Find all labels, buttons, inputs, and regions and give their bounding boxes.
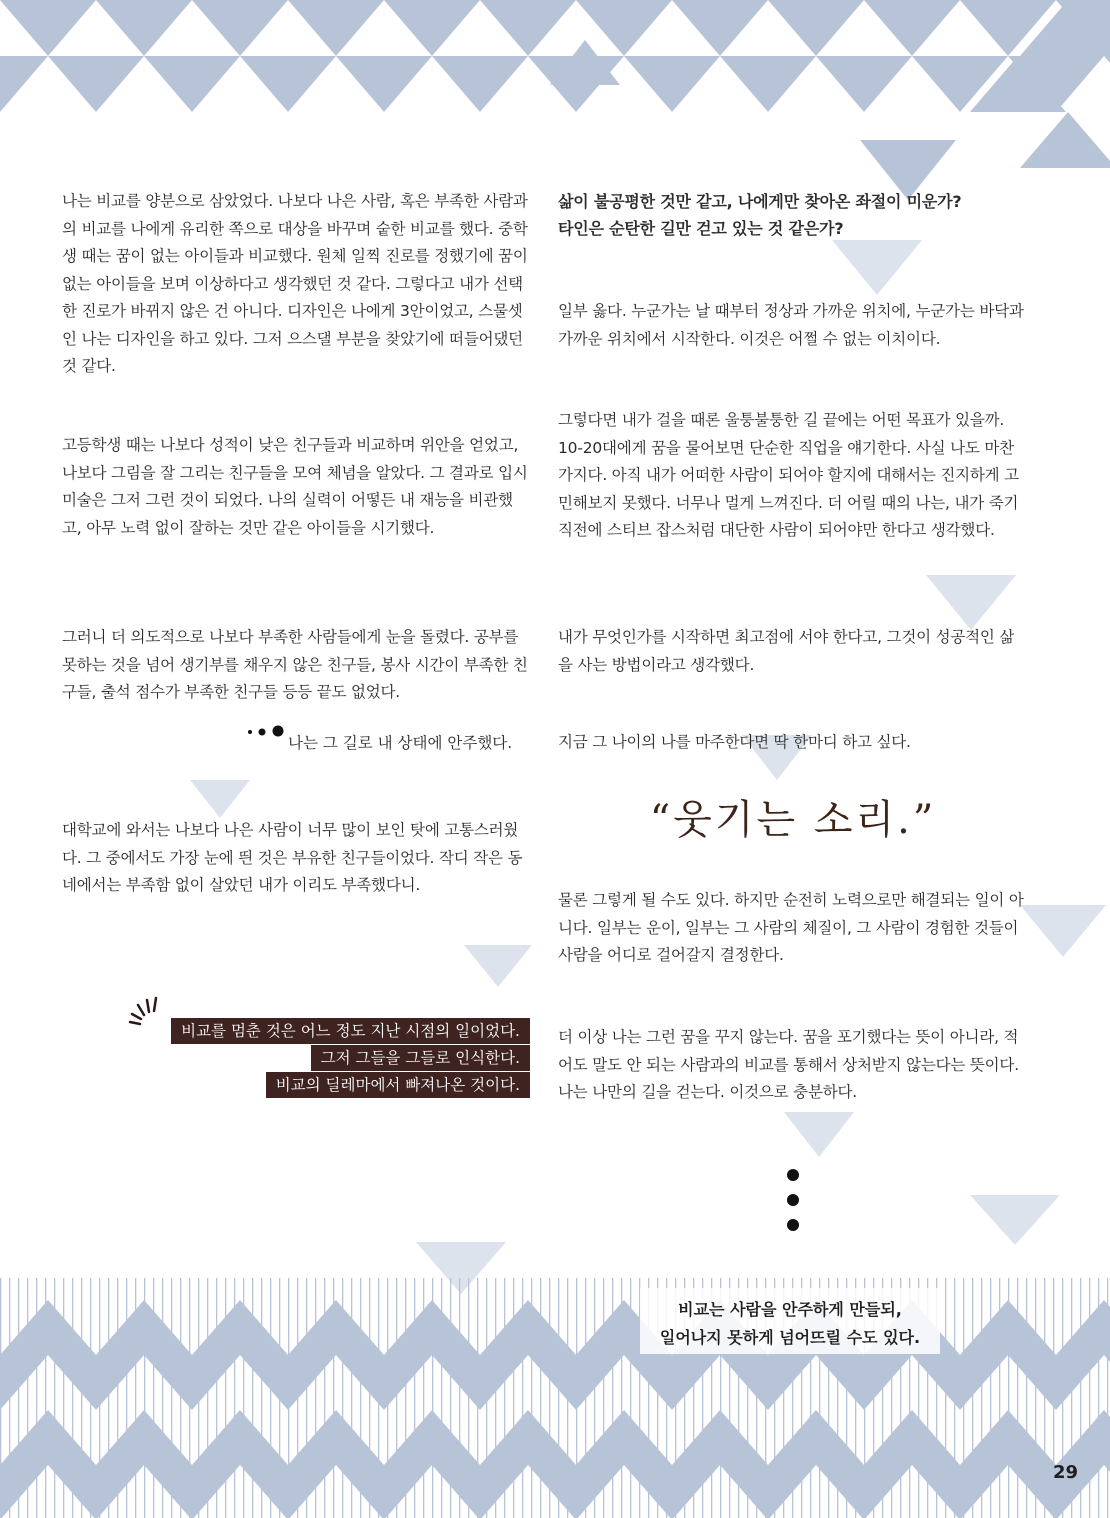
pattern-triangle (1056, 1410, 1110, 1465)
pattern-triangle (624, 1465, 720, 1518)
pattern-triangle (240, 56, 336, 112)
paragraph: 대학교에 와서는 나보다 나은 사람이 너무 많이 보인 탓에 고통스러웠다. 그 중에서도 가장 눈에 띈 것은 부유한 친구들이었다. 작디 작은 동네에서는 부족함 없이 살았던 내가 이리도 부족했다니. (62, 821, 523, 894)
pattern-triangle (672, 0, 768, 56)
pattern-triangle (864, 0, 960, 56)
pattern-triangle (336, 56, 432, 112)
pattern-stripe (1089, 1278, 1090, 1518)
pattern-triangle (0, 56, 48, 112)
pattern-triangle (384, 1410, 480, 1465)
pattern-triangle (784, 1112, 854, 1157)
left-paragraph-4 (62, 817, 530, 900)
pattern-triangle (816, 56, 912, 112)
paragraph: 나는 비교를 양분으로 삼았었다. 나보다 나은 사람, 혹은 부족한 사람과의 비교를 나에게 유리한 쪽으로 대상을 바꾸며 숱한 비교를 했다. 중학생 때는 꿈이 없는 아이들과 비교했다. 원체 일찍 진로를 정했기에 꿈이 없는 아이들을 보며 이상하다고 생각했던 것 같다. 그렇다고 내가 선택한 진로가 바뀌지 않은 건 아니다. 디자인은 나에게 3안이었고, 스물셋인 나는 디자인을 하고 있다. 그저 으스댈 부분을 찾았기에 떠들어댔던 것 같다. (62, 192, 528, 375)
pattern-triangle (1020, 905, 1106, 957)
closing-statement (620, 1296, 960, 1352)
pattern-stripe (513, 1278, 514, 1518)
heading-line: 삶이 불공평한 것만 같고, 나에게만 찾아온 좌절이 미운가? (558, 192, 962, 211)
paragraph: 그러니 더 의도적으로 나보다 부족한 사람들에게 눈을 돌렸다. 공부를 못하는 것을 넘어 생기부를 채우지 않은 친구들, 봉사 시간이 부족한 친구들, 출석 점수가 부족한 친구들 등등 끝도 없었다. (62, 628, 528, 701)
pattern-triangle (1056, 1300, 1110, 1355)
pattern-triangle (672, 1410, 768, 1465)
pattern-triangle (336, 1465, 432, 1518)
pattern-triangle (96, 0, 192, 56)
pattern-triangle (480, 1300, 576, 1355)
left-paragraph-2 (62, 432, 530, 542)
pattern-triangle (480, 1410, 576, 1465)
pattern-triangle (192, 0, 288, 56)
pattern-triangle (144, 56, 240, 112)
pattern-triangle (240, 1355, 336, 1410)
pattern-triangle (416, 1242, 506, 1294)
closing-line: 일어나지 못하게 넘어뜨릴 수도 있다. (659, 1328, 921, 1347)
pattern-triangle (384, 0, 480, 56)
pattern-triangle (190, 780, 250, 818)
pattern-triangle (384, 1300, 480, 1355)
closing-line: 비교는 사람을 안주하게 만들되, (678, 1300, 902, 1319)
pattern-triangle (96, 1300, 192, 1355)
pattern-triangle (768, 1410, 864, 1465)
pattern-triangle (970, 1195, 1060, 1245)
paragraph: 그렇다면 내가 걸을 때론 울퉁불퉁한 길 끝에는 어떤 목표가 있을까. 10-20대에게 꿈을 물어보면 단순한 직업을 얘기한다. 사실 나도 마찬가지다. 아직 내가 어떠한 사람이 되어야 할지에 대해서는 진지하게 고민해보지 못했다. 너무나 멀게 느껴진다. 더 어릴 때의 나는, 내가 죽기 직전에 스티브 잡스처럼 대단한 사람이 되어야만 한다고 생각했다. (558, 411, 1019, 539)
pattern-triangle (912, 1465, 1008, 1518)
pattern-triangle (528, 1465, 624, 1518)
pattern-triangle (48, 1355, 144, 1410)
pattern-triangle (0, 0, 96, 56)
pull-quote: “웃기는 소리.” (649, 797, 937, 843)
pattern-triangle (432, 56, 528, 112)
page-number: 29 (1052, 1462, 1078, 1483)
paragraph: 내가 무엇인가를 시작하면 최고점에 서야 한다고, 그것이 성공적인 삶을 사는 방법이라고 생각했다. (558, 628, 1015, 674)
paragraph: 더 이상 나는 그런 꿈을 꾸지 않는다. 꿈을 포기했다는 뜻이 아니라, 적어도 말도 안 되는 사람과의 비교를 통해서 상처받지 않는다는 뜻이다. 나는 나만의 길을 걷는다. 이것으로 충분하다. (558, 1028, 1019, 1101)
ellipsis-dots-icon (247, 724, 287, 738)
pattern-triangle (192, 1300, 288, 1355)
pattern-triangle (768, 0, 864, 56)
pattern-triangle (192, 1410, 288, 1465)
pattern-triangle (288, 0, 384, 56)
pattern-triangle (960, 1410, 1056, 1465)
paragraph: 고등학생 때는 나보다 성적이 낮은 친구들과 비교하며 위안을 얻었고, 나보다 그림을 잘 그리는 친구들을 모여 체념을 알았다. 그 결과로 입시 미술은 그저 그런 것이 되었다. 나의 실력이 어떻든 내 재능을 비관했고, 아무 노력 없이 잘하는 것만 같은 아이들을 시기했다. (62, 436, 528, 537)
callout-line: 비교를 멈춘 것은 어느 정도 지난 시점의 일이었다. (171, 1018, 530, 1044)
callout-line: 그저 그들을 그들로 인식한다. (311, 1045, 530, 1071)
pattern-triangle (0, 1355, 48, 1410)
pattern-triangle (480, 0, 576, 56)
right-paragraph-6 (558, 1024, 1028, 1107)
pattern-triangle (464, 945, 532, 987)
pattern-triangle (96, 1410, 192, 1465)
right-heading (558, 188, 1028, 242)
pattern-triangle (48, 56, 144, 112)
pattern-stripe (225, 1278, 226, 1518)
paragraph: 물론 그렇게 될 수도 있다. 하지만 순전히 노력으로만 해결되는 일이 아니다. 일부는 운이, 일부는 그 사람의 체질이, 그 사람이 경험한 것들이 사람을 어디로 걸어갈지 결정한다. (558, 891, 1024, 964)
paragraph: 일부 옳다. 누군가는 날 때부터 정상과 가까운 위치에, 누군가는 바닥과 가까운 위치에서 시작한다. 이것은 어쩔 수 없는 이치이다. (558, 302, 1024, 348)
pattern-triangle (832, 240, 922, 295)
right-paragraph-4 (558, 729, 1028, 757)
right-paragraph-3 (558, 624, 1028, 679)
pattern-triangle (336, 1355, 432, 1410)
vertical-dots-icon (786, 1168, 800, 1232)
pattern-triangle (1020, 112, 1110, 168)
pattern-triangle (816, 1355, 912, 1410)
right-paragraph-2 (558, 407, 1028, 545)
pattern-triangle (926, 575, 1016, 630)
right-paragraph-5 (558, 887, 1028, 970)
left-note: 나는 그 길로 내 상태에 안주했다. (288, 734, 513, 752)
paragraph: 지금 그 나이의 나를 마주한다면 딱 한마디 하고 싶다. (558, 733, 911, 751)
pattern-triangle (240, 1465, 336, 1518)
pattern-triangle (960, 1300, 1056, 1355)
pattern-triangle (720, 56, 816, 112)
pattern-triangle (624, 56, 720, 112)
pattern-triangle (1104, 56, 1110, 112)
callout-line: 비교의 딜레마에서 빠져나온 것이다. (266, 1072, 530, 1098)
left-paragraph-3 (62, 624, 530, 707)
emphasis-burst-icon (126, 992, 166, 1032)
pattern-triangle (816, 1465, 912, 1518)
pattern-triangle (0, 1465, 48, 1518)
callout-box (171, 1018, 530, 1099)
heading-line: 타인은 순탄한 길만 걷고 있는 것 같은가? (558, 219, 844, 238)
right-paragraph-1 (558, 298, 1028, 353)
pattern-triangle (528, 1355, 624, 1410)
left-paragraph-1 (62, 188, 530, 381)
pattern-triangle (912, 1355, 1008, 1410)
pattern-triangle (48, 1465, 144, 1518)
pattern-triangle (624, 1355, 720, 1410)
